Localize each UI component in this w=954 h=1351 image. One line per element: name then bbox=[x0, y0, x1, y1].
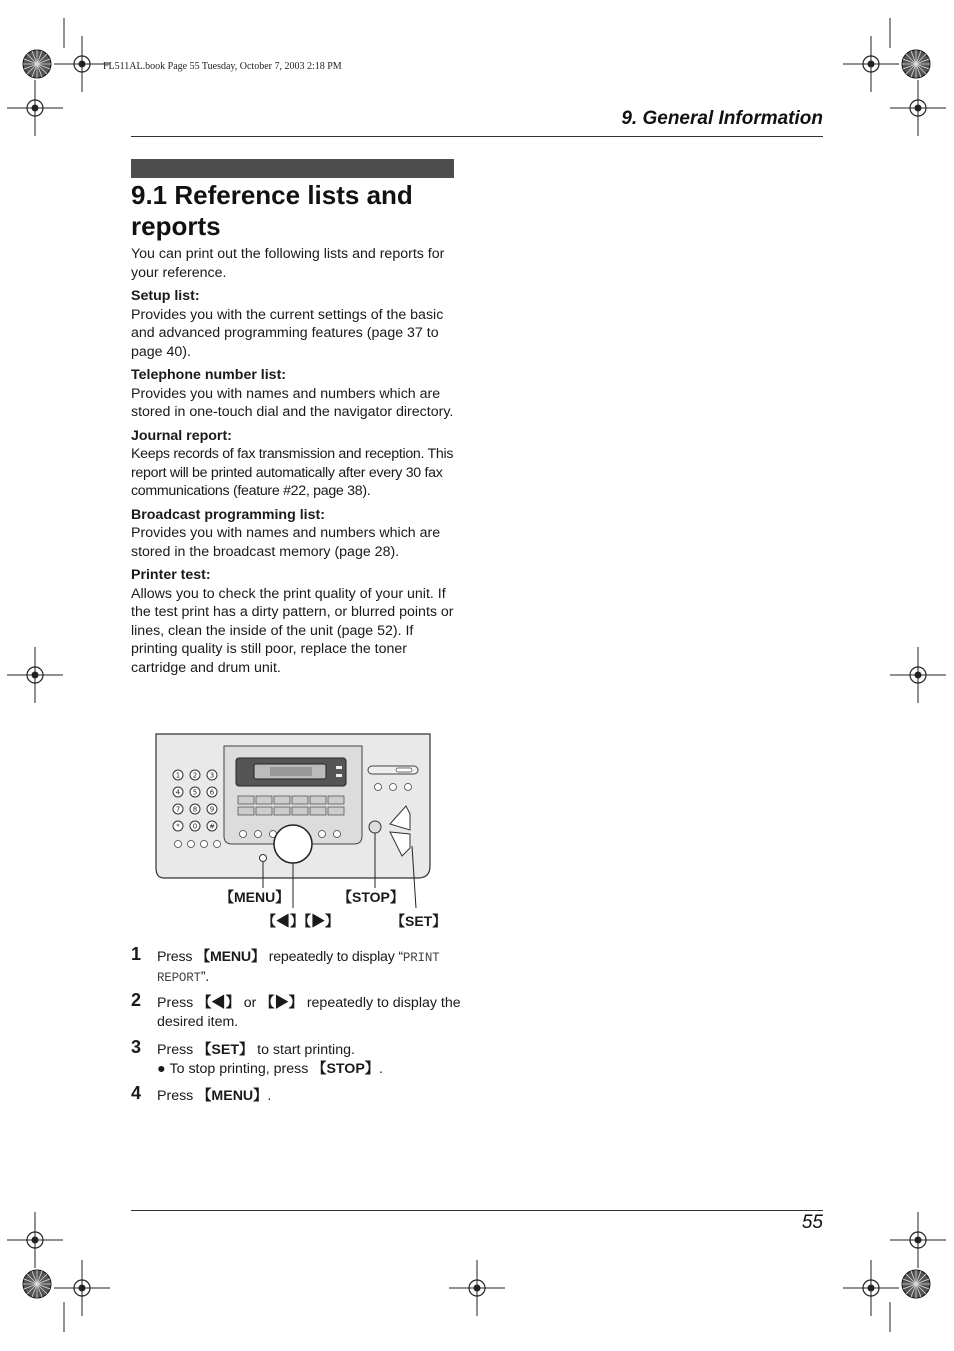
intro-text: You can print out the following lists and reports for your reference. bbox=[131, 246, 445, 281]
keypad-key: 5 bbox=[192, 788, 198, 797]
step-number: 2 bbox=[131, 990, 142, 1010]
keypad-key: 0 bbox=[192, 822, 198, 831]
left-arrow-key: 【◀】 bbox=[197, 995, 240, 1011]
item-body-printer-test: Allows you to check the print quality of your unit. If the test print has a dirty pattern, or blurred points or lines, clean the inside of the unit (page 52). If printing quality is still poor, replace the toner cartridge and drum unit. bbox=[131, 585, 454, 676]
keypad-key: 3 bbox=[209, 771, 215, 780]
step-3: 3 Press 【SET】 to start printing. ● To stop printing, press 【STOP】. bbox=[131, 1041, 461, 1078]
right-arrow-key: 【▶】 bbox=[260, 995, 303, 1011]
label-stop-key: 【STOP】 bbox=[338, 889, 404, 905]
label-menu-key: 【MENU】 bbox=[220, 889, 290, 905]
lcd-text: PRINT REPORT bbox=[157, 951, 440, 985]
set-key: 【SET】 bbox=[197, 1042, 254, 1058]
chapter-heading: 9. General Information bbox=[621, 108, 823, 129]
item-heading-printer-test: Printer test: bbox=[131, 567, 211, 583]
keypad-key: 6 bbox=[209, 788, 215, 797]
label-arrow-keys: 【◀】【▶】 bbox=[262, 913, 339, 929]
label-set-key: 【SET】 bbox=[391, 913, 447, 929]
keypad-key: # bbox=[209, 822, 215, 831]
item-body-journal-report: Keeps records of fax transmission and reception. This report will be printed automatically after every 30 fax communications (feature #22, page 38). bbox=[131, 446, 454, 499]
item-heading-setup-list: Setup list: bbox=[131, 288, 200, 304]
step-4: 4 Press 【MENU】. bbox=[131, 1083, 272, 1104]
step-1: 1 Press 【MENU】 repeatedly to display “PRINT REPORT”. bbox=[131, 944, 440, 985]
section-body bbox=[131, 245, 457, 677]
section-title: 9.1 Reference lists and reports bbox=[131, 180, 413, 241]
step-3-bullet: ● To stop printing, press 【STOP】. bbox=[157, 1060, 383, 1077]
keypad-key: 7 bbox=[175, 805, 181, 814]
print-stamp: FL511AL.book Page 55 Tuesday, October 7, 2003 2:18 PM bbox=[103, 61, 342, 72]
menu-key: 【MENU】 bbox=[197, 1088, 268, 1104]
item-heading-telephone-number-list: Telephone number list: bbox=[131, 367, 287, 383]
keypad-key: 1 bbox=[175, 771, 181, 780]
item-body-broadcast-list: Provides you with names and numbers which are stored in the broadcast memory (page 28). bbox=[131, 525, 441, 560]
menu-key: 【MENU】 bbox=[196, 949, 265, 965]
item-heading-journal-report: Journal report: bbox=[131, 427, 232, 444]
item-body-telephone-number-list: Provides you with names and numbers which are stored in one-touch dial and the navigator directory. bbox=[131, 385, 454, 420]
step-2: 2 Press 【◀】 or 【▶】 repeatedly to display the desired item. bbox=[131, 990, 461, 1030]
step-number: 3 bbox=[131, 1037, 142, 1057]
item-heading-broadcast-list: Broadcast programming list: bbox=[131, 506, 325, 523]
page-number: 55 bbox=[801, 1212, 823, 1233]
section-title-bar bbox=[131, 159, 454, 178]
keypad-key: 2 bbox=[192, 771, 198, 780]
step-number: 4 bbox=[131, 1083, 142, 1103]
item-body-setup-list: Provides you with the current settings of the basic and advanced programming features (page 37 to page 40). bbox=[131, 306, 444, 360]
header-rule bbox=[131, 136, 823, 137]
keypad-key: * bbox=[176, 822, 180, 831]
footer-rule bbox=[131, 1210, 823, 1211]
stop-key: 【STOP】 bbox=[312, 1060, 379, 1077]
step-number: 1 bbox=[131, 944, 142, 964]
keypad-key: 8 bbox=[192, 805, 198, 814]
keypad-key: 9 bbox=[209, 805, 215, 814]
keypad-key: 4 bbox=[175, 788, 181, 797]
